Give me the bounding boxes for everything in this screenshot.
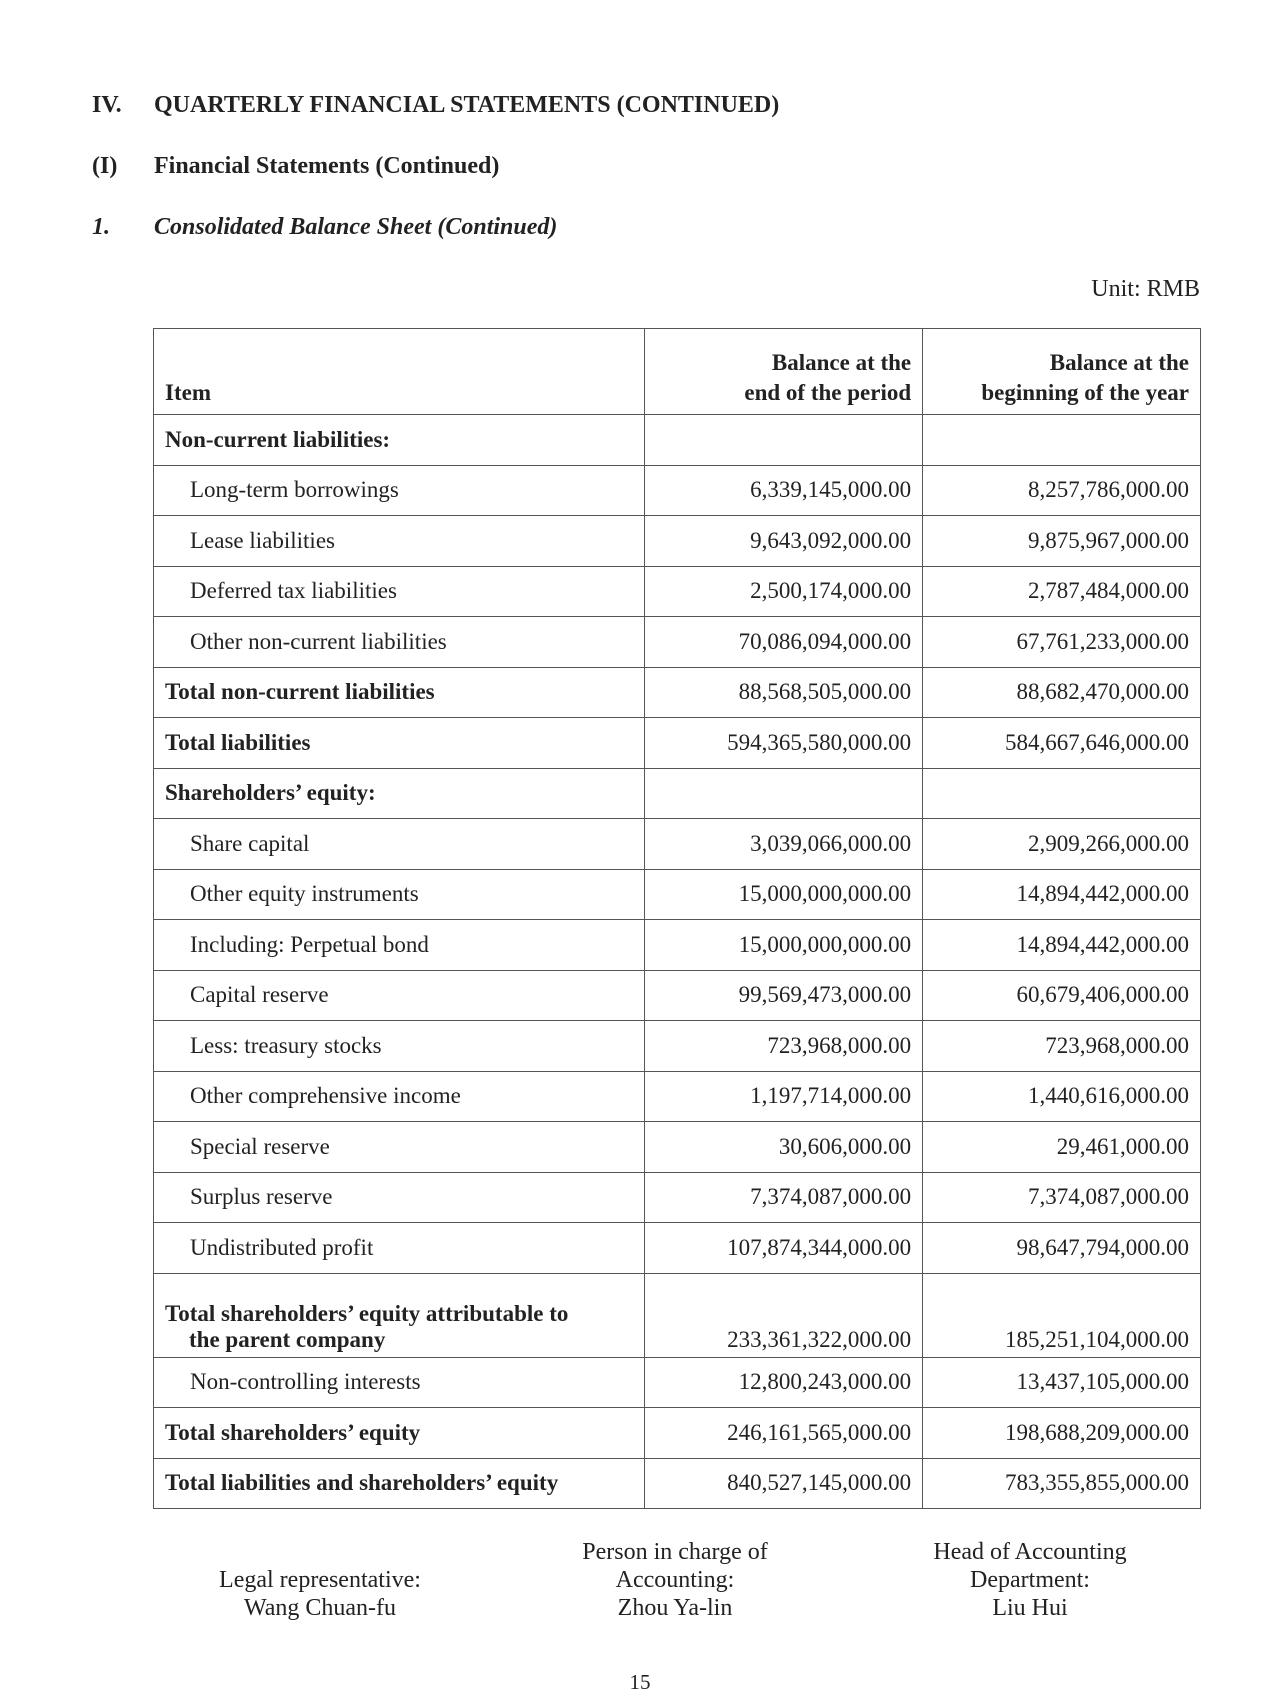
section-heading: [92, 92, 779, 119]
row-label: Total liabilities and shareholders’ equity: [154, 1458, 645, 1509]
row-end-value: 3,039,066,000.00: [645, 819, 923, 870]
row-label: Total non-current liabilities: [154, 667, 645, 718]
row-begin-value: 60,679,406,000.00: [923, 970, 1201, 1021]
table-row: [154, 920, 1201, 971]
header-end-of-period: [645, 329, 923, 415]
section-title: QUARTERLY FINANCIAL STATEMENTS (CONTINUED): [154, 92, 780, 118]
row-end-value: 88,568,505,000.00: [645, 667, 923, 718]
unit-label: Unit: RMB: [1091, 276, 1200, 302]
row-label: Special reserve: [154, 1122, 645, 1173]
row-begin-value: 783,355,855,000.00: [923, 1458, 1201, 1509]
row-end-value: 107,874,344,000.00: [645, 1223, 923, 1274]
header-end-line1: Balance at the: [771, 350, 912, 375]
row-label: Non-current liabilities:: [154, 415, 645, 466]
table-row: [154, 566, 1201, 617]
row-end-value: 594,365,580,000.00: [645, 718, 923, 769]
row-begin-value: 29,461,000.00: [923, 1122, 1201, 1173]
row-begin-value: 14,894,442,000.00: [923, 920, 1201, 971]
row-label: Total liabilities: [154, 718, 645, 769]
row-begin-value: 584,667,646,000.00: [923, 718, 1201, 769]
table-row: [154, 1071, 1201, 1122]
row-begin-value: 14,894,442,000.00: [923, 869, 1201, 920]
row-end-value: 99,569,473,000.00: [645, 970, 923, 1021]
accounting-name: Zhou Ya-lin: [617, 1595, 733, 1621]
row-end-value: [645, 768, 923, 819]
row-label: Undistributed profit: [154, 1223, 645, 1274]
row-begin-value: 13,437,105,000.00: [923, 1357, 1201, 1408]
row-label-line1: Total shareholders’ equity attributable to: [165, 1300, 569, 1326]
row-begin-value: [923, 415, 1201, 466]
row-begin-value: 2,787,484,000.00: [923, 566, 1201, 617]
row-end-value: 30,606,000.00: [645, 1122, 923, 1173]
accounting-title-line2: Accounting:: [615, 1567, 735, 1593]
page-number: 15: [629, 1670, 651, 1694]
table-row: [154, 1122, 1201, 1173]
row-end-value: 7,374,087,000.00: [645, 1172, 923, 1223]
table-row: [154, 1223, 1201, 1274]
row-label: Deferred tax liabilities: [154, 566, 645, 617]
table-row: [154, 667, 1201, 718]
accounting-title-line1: Person in charge of: [582, 1539, 768, 1565]
legal-name: Wang Chuan-fu: [243, 1595, 397, 1621]
subsection-number: (I): [92, 153, 118, 179]
table-row: [154, 819, 1201, 870]
row-end-value: 9,643,092,000.00: [645, 516, 923, 567]
table-row: [154, 1408, 1201, 1459]
table-row: [154, 768, 1201, 819]
row-label: Long-term borrowings: [154, 465, 645, 516]
row-begin-value: 9,875,967,000.00: [923, 516, 1201, 567]
row-end-value: 246,161,565,000.00: [645, 1408, 923, 1459]
row-label: Total shareholders’ equity: [154, 1408, 645, 1459]
header-item: Item: [154, 329, 645, 415]
balance-sheet-table: [153, 328, 1201, 1509]
row-end-value: 6,339,145,000.00: [645, 465, 923, 516]
section-number: IV.: [92, 92, 122, 118]
row-begin-value: 8,257,786,000.00: [923, 465, 1201, 516]
header-begin-line2: beginning of the year: [981, 380, 1189, 405]
table-row: [154, 1458, 1201, 1509]
row-end-value: 1,197,714,000.00: [645, 1071, 923, 1122]
row-end-value: [645, 415, 923, 466]
row-begin-value: 198,688,209,000.00: [923, 1408, 1201, 1459]
item-title: Consolidated Balance Sheet (Continued): [154, 214, 558, 240]
row-begin-value: 2,909,266,000.00: [923, 819, 1201, 870]
row-begin-value: 67,761,233,000.00: [923, 617, 1201, 668]
table-row: [154, 718, 1201, 769]
subsection-title: Financial Statements (Continued): [154, 153, 500, 179]
row-label: Surplus reserve: [154, 1172, 645, 1223]
row-end-value: 15,000,000,000.00: [645, 920, 923, 971]
row-label: Other comprehensive income: [154, 1071, 645, 1122]
row-end-value: 233,361,322,000.00: [645, 1273, 923, 1357]
item-number: 1.: [92, 214, 110, 240]
head-name: Liu Hui: [992, 1595, 1068, 1621]
table-row: [154, 1273, 1201, 1357]
row-end-value: 12,800,243,000.00: [645, 1357, 923, 1408]
table-row: [154, 465, 1201, 516]
row-label: Other equity instruments: [154, 869, 645, 920]
row-label: Shareholders’ equity:: [154, 768, 645, 819]
head-title-line1: Head of Accounting: [933, 1539, 1127, 1565]
row-label: Including: Perpetual bond: [154, 920, 645, 971]
table-row: [154, 617, 1201, 668]
table-header-row: [154, 329, 1201, 415]
head-title-line2: Department:: [970, 1567, 1090, 1593]
row-begin-value: 98,647,794,000.00: [923, 1223, 1201, 1274]
header-end-line2: end of the period: [744, 380, 912, 405]
table-row: [154, 869, 1201, 920]
table-row: [154, 970, 1201, 1021]
row-label: [154, 1273, 645, 1357]
table-row: [154, 1021, 1201, 1072]
row-begin-value: 723,968,000.00: [923, 1021, 1201, 1072]
row-label: Non-controlling interests: [154, 1357, 645, 1408]
header-beginning-of-year: [923, 329, 1201, 415]
header-begin-line1: Balance at the: [1049, 350, 1189, 375]
subsection-heading: [92, 153, 499, 180]
table-row: [154, 516, 1201, 567]
table-row: [154, 415, 1201, 466]
row-label: Share capital: [154, 819, 645, 870]
table-row: [154, 1357, 1201, 1408]
row-label-line2: the parent company: [189, 1326, 386, 1352]
row-begin-value: 1,440,616,000.00: [923, 1071, 1201, 1122]
row-begin-value: 185,251,104,000.00: [923, 1273, 1201, 1357]
row-label: Other non-current liabilities: [154, 617, 645, 668]
legal-title: Legal representative:: [219, 1567, 421, 1593]
signature-accounting: [545, 1538, 805, 1622]
row-label: Lease liabilities: [154, 516, 645, 567]
row-end-value: 15,000,000,000.00: [645, 869, 923, 920]
row-end-value: 840,527,145,000.00: [645, 1458, 923, 1509]
signature-head-of-accounting: [900, 1538, 1160, 1622]
row-label: Capital reserve: [154, 970, 645, 1021]
row-end-value: 70,086,094,000.00: [645, 617, 923, 668]
row-begin-value: 7,374,087,000.00: [923, 1172, 1201, 1223]
table-row: [154, 1172, 1201, 1223]
signature-legal-representative: [190, 1566, 450, 1622]
row-end-value: 723,968,000.00: [645, 1021, 923, 1072]
item-heading: [92, 214, 557, 241]
row-end-value: 2,500,174,000.00: [645, 566, 923, 617]
row-label: Less: treasury stocks: [154, 1021, 645, 1072]
row-begin-value: 88,682,470,000.00: [923, 667, 1201, 718]
row-begin-value: [923, 768, 1201, 819]
